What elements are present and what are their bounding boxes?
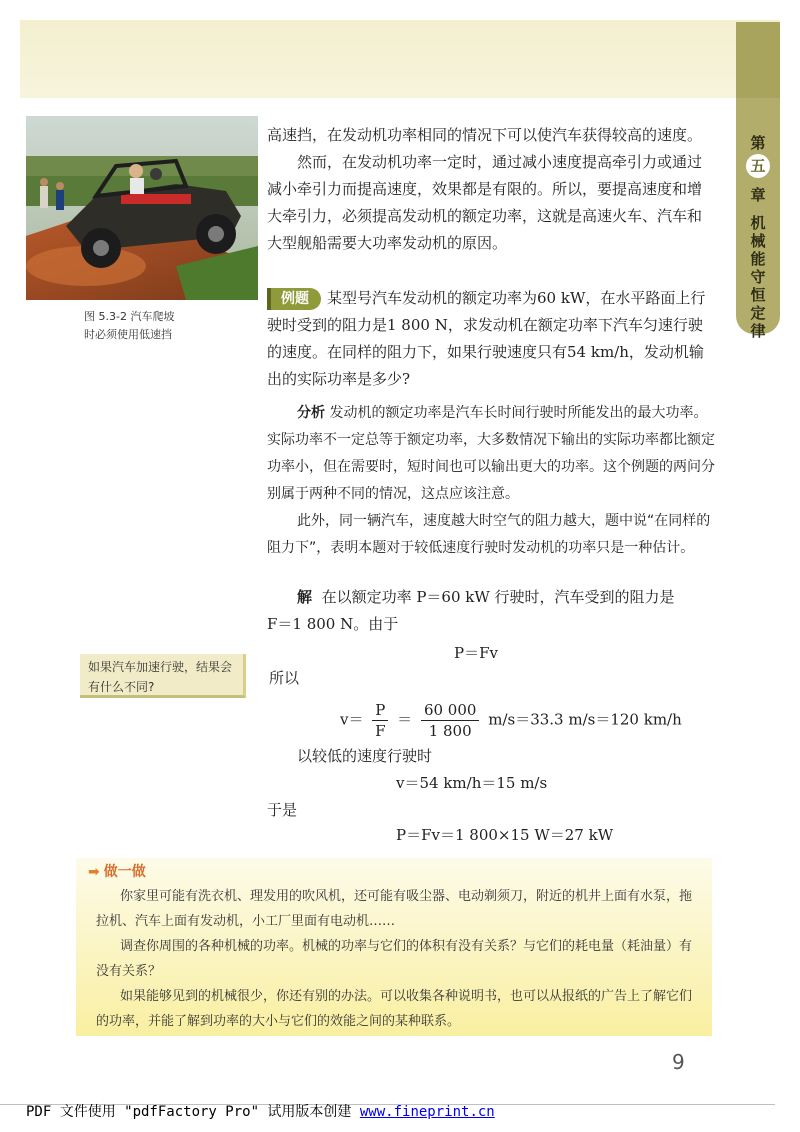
equation-power: P＝Fv xyxy=(454,644,498,662)
page-number: 9 xyxy=(672,1050,685,1074)
fraction-p-over-f xyxy=(372,700,388,741)
example-tag: 例题 xyxy=(267,288,321,310)
chapter-title-char: 守 xyxy=(750,268,766,286)
chapter-title-char: 机 xyxy=(750,214,766,232)
figure-caption-line2: 时必须使用低速挡 xyxy=(84,328,172,341)
activity-paragraph-2: 调查你周围的各种机械的功率。机械的功率与它们的体积有没有关系？与它们的耗电量（耗油量）有没有关系？ xyxy=(96,939,693,979)
equation-actual-power: P＝Fv＝1 800×15 W＝27 kW xyxy=(396,826,614,844)
eq-lhs: v＝ xyxy=(340,710,364,729)
chapter-label xyxy=(736,134,780,340)
chapter-prefix: 第 xyxy=(750,134,766,152)
solution-label: 解 xyxy=(297,588,313,606)
word-then: 于是 xyxy=(267,801,298,819)
equation-velocity xyxy=(340,700,682,741)
frac-num: P xyxy=(372,700,388,721)
margin-note-text: 如果汽车加速行驶，结果会有什么不同? xyxy=(88,660,233,694)
body-paragraph-2: 然而，在发动机功率一定时，通过减小速度提高牵引力或通过减小牵引力而提高速度，效果都是有限的。所以，要提高速度和增大牵引力，必须提高发动机的额定功率，这就是高速火车、汽车和大型舰船需要大功率发动机的原因。 xyxy=(267,153,703,252)
solution-block xyxy=(267,584,715,638)
fraction-numeric xyxy=(421,700,480,741)
equation-low-speed: v＝54 km/h＝15 m/s xyxy=(396,774,548,792)
activity-heading xyxy=(88,860,146,885)
arrow-icon: ➡ xyxy=(88,864,100,880)
chapter-number: 五 xyxy=(746,154,770,178)
jeep-climbing-photo xyxy=(26,116,258,300)
solution-line1: 在以额定功率 P＝60 kW 行驶时，汽车受到的阻力是 xyxy=(321,588,675,606)
eq-sign: ＝ xyxy=(397,710,413,729)
chapter-title-char: 械 xyxy=(750,232,766,250)
activity-title: 做一做 xyxy=(103,864,146,880)
example-block xyxy=(267,285,715,393)
activity-paragraph-3: 如果能够见到的机械很少，你还有别的办法。可以收集各种说明书，也可以从报纸的广告上了解它们的功率，并能了解到功率的大小与它们的效能之间的某种联系。 xyxy=(96,989,693,1029)
analysis-label: 分析 xyxy=(297,405,325,421)
low-speed-line: 以较低的速度行驶时 xyxy=(297,747,433,765)
body-text: 高速挡，在发动机功率相同的情况下可以使汽车获得较高的速度。 xyxy=(267,126,703,144)
activity-paragraph-1: 你家里可能有洗衣机、理发用的吹风机，还可能有吸尘器、电动剃须刀，附近的机井上面有水泵，拖拉机、汽车上面有发动机，小工厂里面有电动机…… xyxy=(96,889,693,929)
footer-text: PDF 文件使用 "pdfFactory Pro" 试用版本创建 xyxy=(26,1104,360,1120)
chapter-title-char: 恒 xyxy=(750,286,766,304)
chapter-title-char: 律 xyxy=(750,322,766,340)
frac-den: 1 800 xyxy=(428,722,472,740)
body-paragraph-1 xyxy=(267,122,715,149)
margin-note xyxy=(80,654,246,698)
figure-caption xyxy=(84,308,244,344)
analysis-paragraph-2: 此外，同一辆汽车，速度越大时空气的阻力越大，题中说“在同样的阻力下”，表明本题对于较低速度行驶时发动机的功率只是一种估计。 xyxy=(267,513,711,556)
frac-num: 60 000 xyxy=(421,700,480,721)
word-so: 所以 xyxy=(269,669,300,687)
chapter-suffix: 章 xyxy=(750,186,766,204)
example-text: 某型号汽车发动机的额定功率为60 kW，在水平路面上行驶时受到的阻力是1 800 N，求发动机在额定功率下汽车匀速行驶的速度。在同样的阻力下，如果行驶速度只有54 km/h，发动机输出的实际功率是多少? xyxy=(267,289,706,388)
solution-line2: F＝1 800 N。由于 xyxy=(267,615,399,633)
analysis-text-1: 发动机的额定功率是汽车长时间行驶时所能发出的最大功率。实际功率不一定总等于额定功率，大多数情况下输出的实际功率都比额定功率小，但在需要时，短时间也可以输出更大的功率。这个例题的两问分别属于两种不同的情况，这点应该注意。 xyxy=(267,405,715,502)
eq-rest: m/s＝33.3 m/s＝120 km/h xyxy=(488,710,682,729)
jeep-illustration xyxy=(26,116,258,300)
activity-body xyxy=(96,884,700,1034)
footer-link[interactable]: www.fineprint.cn xyxy=(359,1104,495,1120)
chapter-title-char: 定 xyxy=(750,304,766,322)
pdf-footer xyxy=(26,1101,495,1121)
analysis-paragraph-1 xyxy=(267,400,715,508)
chapter-title-char: 能 xyxy=(750,250,766,268)
figure-caption-line1: 图 5.3-2 汽车爬坡 xyxy=(84,310,175,323)
activity-box xyxy=(76,858,712,1036)
chapter-tab-top xyxy=(736,22,780,98)
frac-den: F xyxy=(375,722,386,740)
header-band xyxy=(20,20,780,98)
